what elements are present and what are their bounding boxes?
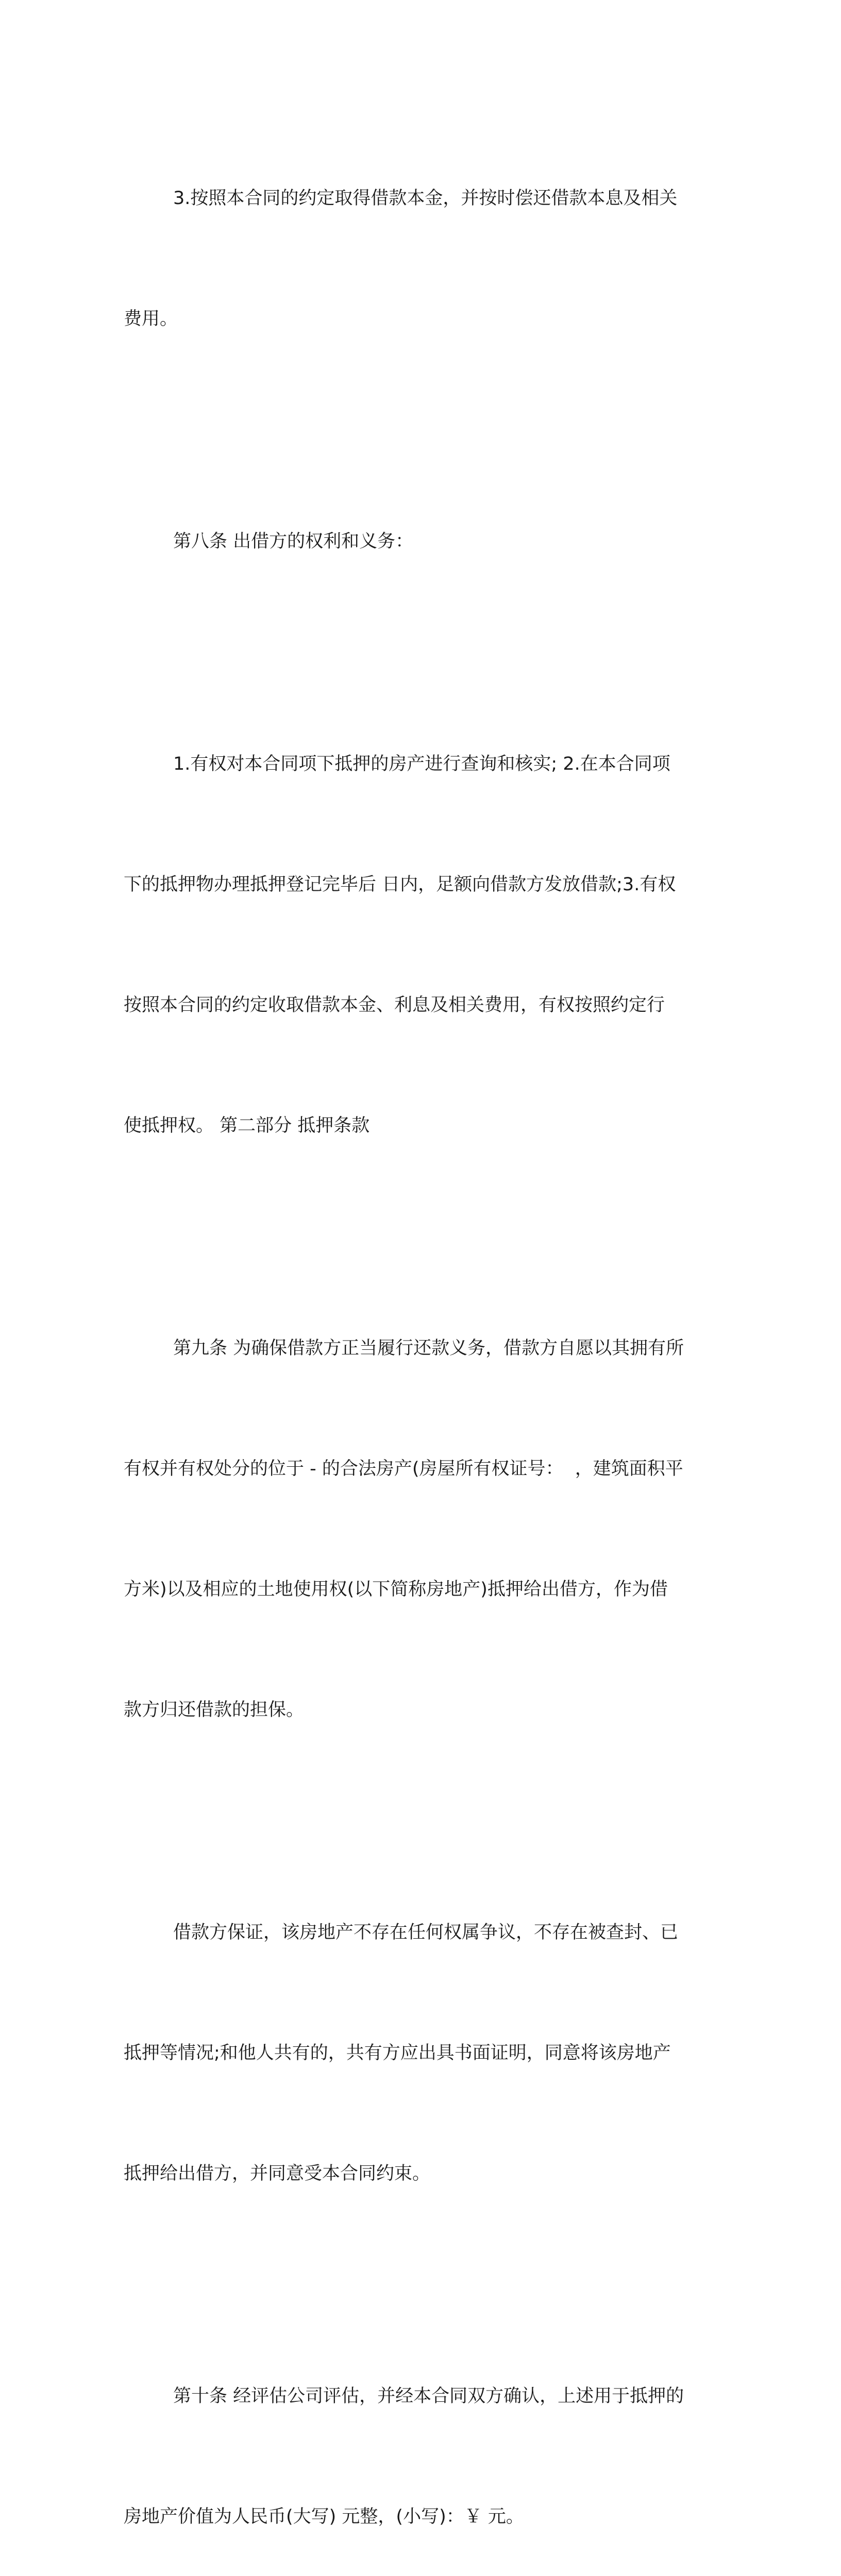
- text-line: 借款方保证，该房地产不存在任何权属争议，不存在被查封、已: [173, 1922, 679, 1943]
- paragraph-lender-rights: [124, 664, 719, 1226]
- text-line: 抵押给出借方，并同意受本合同约束。: [124, 2163, 431, 2184]
- paragraph-borrower-obligation-3: [124, 98, 719, 419]
- text-line: 房地产价值为人民币(大写) 元整，(小写)：￥ 元。: [124, 2506, 524, 2527]
- paragraph-article-9: [124, 1248, 719, 1810]
- paragraph-borrower-guarantee: [124, 1832, 719, 2274]
- text-line: 抵押等情况;和他人共有的，共有方应出具书面证明，同意将该房地产: [124, 2043, 671, 2063]
- text-line: 使抵押权。 第二部分 抵押条款: [124, 1115, 370, 1136]
- document-body: [124, 98, 719, 2576]
- text-line: 按照本合同的约定收取借款本金、利息及相关费用，有权按照约定行: [124, 995, 665, 1015]
- paragraph-article-10: [124, 2296, 719, 2576]
- text-line: 第十条 经评估公司评估，并经本合同双方确认，上述用于抵押的: [173, 2386, 684, 2406]
- text-line: 方米)以及相应的土地使用权(以下简称房地产)抵押给出借方，作为借: [124, 1579, 668, 1600]
- text-line: 1.有权对本合同项下抵押的房产进行查询和核实; 2.在本合同项: [173, 754, 670, 774]
- text-line: 第九条 为确保借款方正当履行还款义务，借款方自愿以其拥有所: [173, 1338, 684, 1359]
- text-line: 下的抵押物办理抵押登记完毕后 日内，足额向借款方发放借款;3.有权: [124, 874, 676, 895]
- paragraph-article-8-heading: [124, 441, 719, 642]
- text-line: 费用。: [124, 309, 178, 329]
- text-line: 有权并有权处分的位于 - 的合法房产(房屋所有权证号： ，建筑面积平: [124, 1459, 683, 1479]
- text-line: 第八条 出借方的权利和义务：: [173, 531, 414, 552]
- text-line: 款方归还借款的担保。: [124, 1700, 305, 1720]
- text-line: 3.按照本合同的约定取得借款本金，并按时偿还借款本息及相关: [173, 188, 678, 209]
